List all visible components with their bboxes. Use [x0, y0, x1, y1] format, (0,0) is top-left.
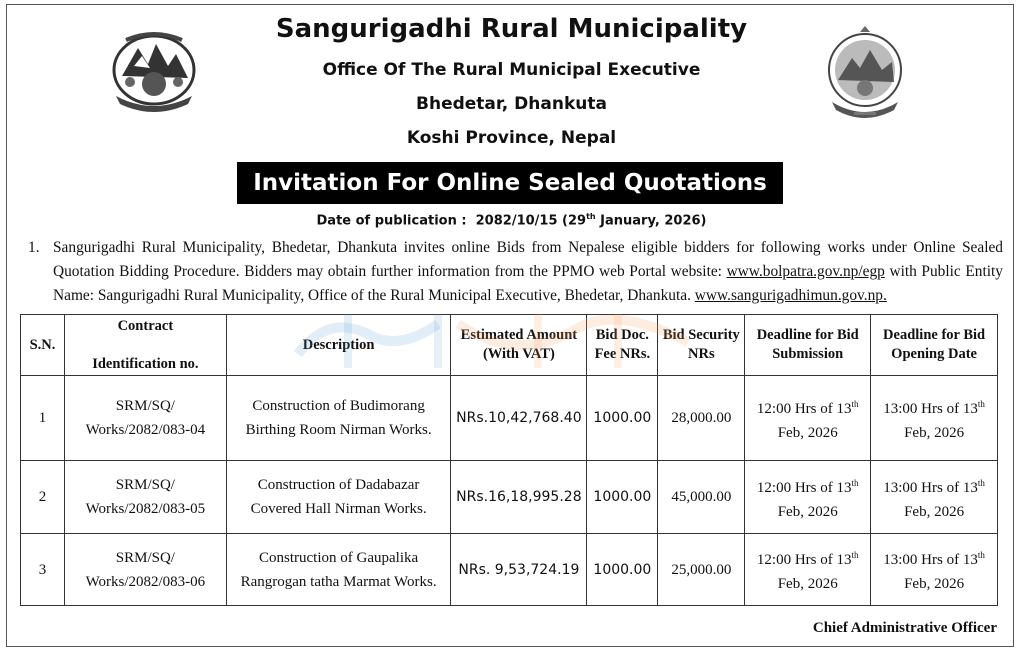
header-estimated-amount [451, 315, 587, 376]
ppmo-portal-link[interactable]: www.bolpatra.gov.np/egp [726, 263, 885, 280]
notice-paragraph [28, 236, 1003, 308]
submission-sup: th [851, 550, 859, 560]
cell-amount: NRs.10,42,768.40 [451, 376, 587, 461]
contract-line1: SRM/SQ/ [115, 477, 175, 493]
header-bid-doc-fee [587, 315, 658, 376]
header-amount-line2: (With VAT) [482, 346, 555, 362]
cell-security: 28,000.00 [658, 376, 745, 461]
desc-line2: Birthing Room Nirman Works. [245, 422, 432, 438]
province-name: Koshi Province, Nepal [406, 128, 617, 148]
cell-submission [745, 461, 871, 534]
header-description: Description [226, 315, 451, 376]
header-security-line2: NRs [688, 346, 715, 362]
opening-time: 13:00 Hrs of 13 [883, 552, 978, 568]
header-security-line1: Bid Security [662, 327, 740, 343]
header-bid-security [658, 315, 745, 376]
submission-date: Feb, 2026 [777, 576, 838, 592]
header-contract-id [64, 315, 226, 376]
header-fee-line2: Fee NRs. [594, 346, 651, 362]
notice-title-banner: Invitation For Online Sealed Quotations [237, 162, 783, 204]
cell-sn: 3 [21, 534, 65, 606]
header-opening-deadline [871, 315, 998, 376]
cell-submission [745, 534, 871, 606]
header-submission-line1: Deadline for Bid [756, 327, 859, 343]
cell-description [226, 534, 451, 606]
cell-sn: 2 [21, 461, 65, 534]
paragraph-text-1: Sangurigadhi Rural Municipality, Bhedetar, Dhankuta invites online Bids from Nepalese eligible bidders for following works under Online Sealed Quotation Bidding Procedure. Bidders may obtain further information from the PPMO web Portal website: [53, 239, 1003, 280]
submission-date: Feb, 2026 [777, 503, 838, 520]
header-fee-line1: Bid Doc. [595, 327, 649, 343]
paragraph-text-2: with Public Entity Name: Sangurigadhi Rural Municipality, Office of the Rural Municipal Executive, Bhedetar, Dhankuta. [53, 263, 1003, 304]
header-submission-line2: Submission [772, 346, 844, 362]
desc-line1: Construction of Dadabazar [257, 477, 420, 493]
header-submission-deadline [745, 315, 871, 376]
cell-amount: NRs. 9,53,724.19 [451, 534, 587, 606]
opening-time: 13:00 Hrs of 13 [883, 479, 978, 496]
submission-date: Feb, 2026 [777, 424, 838, 441]
table-header-row [21, 315, 998, 376]
opening-sup: th [977, 477, 985, 488]
publication-date-ad-prefix: (29 [562, 213, 587, 229]
header-contract-line1: Contract [117, 317, 174, 334]
contract-line2: Works/2082/083-06 [85, 573, 206, 590]
header-amount-line1: Estimated Amount [460, 327, 578, 343]
opening-date: Feb, 2026 [904, 503, 965, 520]
table-row [21, 376, 998, 461]
publication-date-ad-sup: th [586, 212, 596, 221]
contract-line1: SRM/SQ/ [115, 549, 175, 566]
cell-fee: 1000.00 [587, 534, 658, 606]
municipality-name: Sangurigadhi Rural Municipality [275, 14, 748, 44]
publication-date [0, 212, 1023, 228]
table-row [21, 461, 998, 534]
publication-date-ad-suffix: January, 2026) [595, 213, 707, 229]
office-name: Office Of The Rural Municipal Executive [322, 60, 701, 80]
cell-fee: 1000.00 [587, 461, 658, 534]
opening-time: 13:00 Hrs of 13 [883, 400, 978, 417]
opening-sup: th [977, 398, 985, 409]
paragraph-body [53, 236, 1003, 308]
publication-date-label: Date of publication : [316, 213, 467, 229]
cell-security: 45,000.00 [658, 461, 745, 534]
header-contract-line2: Identification no. [92, 355, 199, 372]
contract-line2: Works/2082/083-04 [85, 422, 206, 438]
desc-line2: Covered Hall Nirman Works. [250, 501, 427, 517]
cell-contract-id [64, 461, 226, 534]
opening-date: Feb, 2026 [904, 576, 965, 592]
header-sn: S.N. [21, 315, 65, 376]
header-opening-line2: Opening Date [891, 346, 977, 362]
cell-amount: NRs.16,18,995.28 [451, 461, 587, 534]
contract-line2: Works/2082/083-05 [85, 501, 206, 517]
opening-date: Feb, 2026 [904, 424, 965, 441]
header-opening-line1: Deadline for Bid [883, 327, 986, 343]
submission-sup: th [851, 398, 859, 409]
cell-security: 25,000.00 [658, 534, 745, 606]
cell-description [226, 461, 451, 534]
submission-sup: th [851, 477, 859, 488]
cell-opening [871, 461, 998, 534]
cell-contract-id [64, 534, 226, 606]
desc-line1: Construction of Budimorang [252, 398, 425, 414]
desc-line2: Rangrogan tatha Marmat Works. [240, 573, 437, 590]
cell-description [226, 376, 451, 461]
submission-time: 12:00 Hrs of 13 [756, 552, 852, 568]
signatory-title: Chief Administrative Officer [812, 620, 997, 636]
submission-time: 12:00 Hrs of 13 [756, 400, 852, 417]
contract-line1: SRM/SQ/ [115, 398, 175, 414]
opening-sup: th [977, 550, 985, 560]
publication-date-bs: 2082/10/15 [475, 213, 558, 229]
municipality-website-link[interactable]: www.sangurigadhimun.gov.np. [694, 287, 887, 304]
submission-time: 12:00 Hrs of 13 [756, 479, 852, 496]
cell-submission [745, 376, 871, 461]
office-location: Bhedetar, Dhankuta [416, 94, 607, 114]
table-row [21, 534, 998, 606]
cell-contract-id [64, 376, 226, 461]
quotation-table [20, 314, 998, 606]
paragraph-number: 1. [28, 239, 40, 256]
desc-line1: Construction of Gaupalika [259, 549, 419, 566]
cell-fee: 1000.00 [587, 376, 658, 461]
cell-opening [871, 534, 998, 606]
cell-sn: 1 [21, 376, 65, 461]
cell-opening [871, 376, 998, 461]
